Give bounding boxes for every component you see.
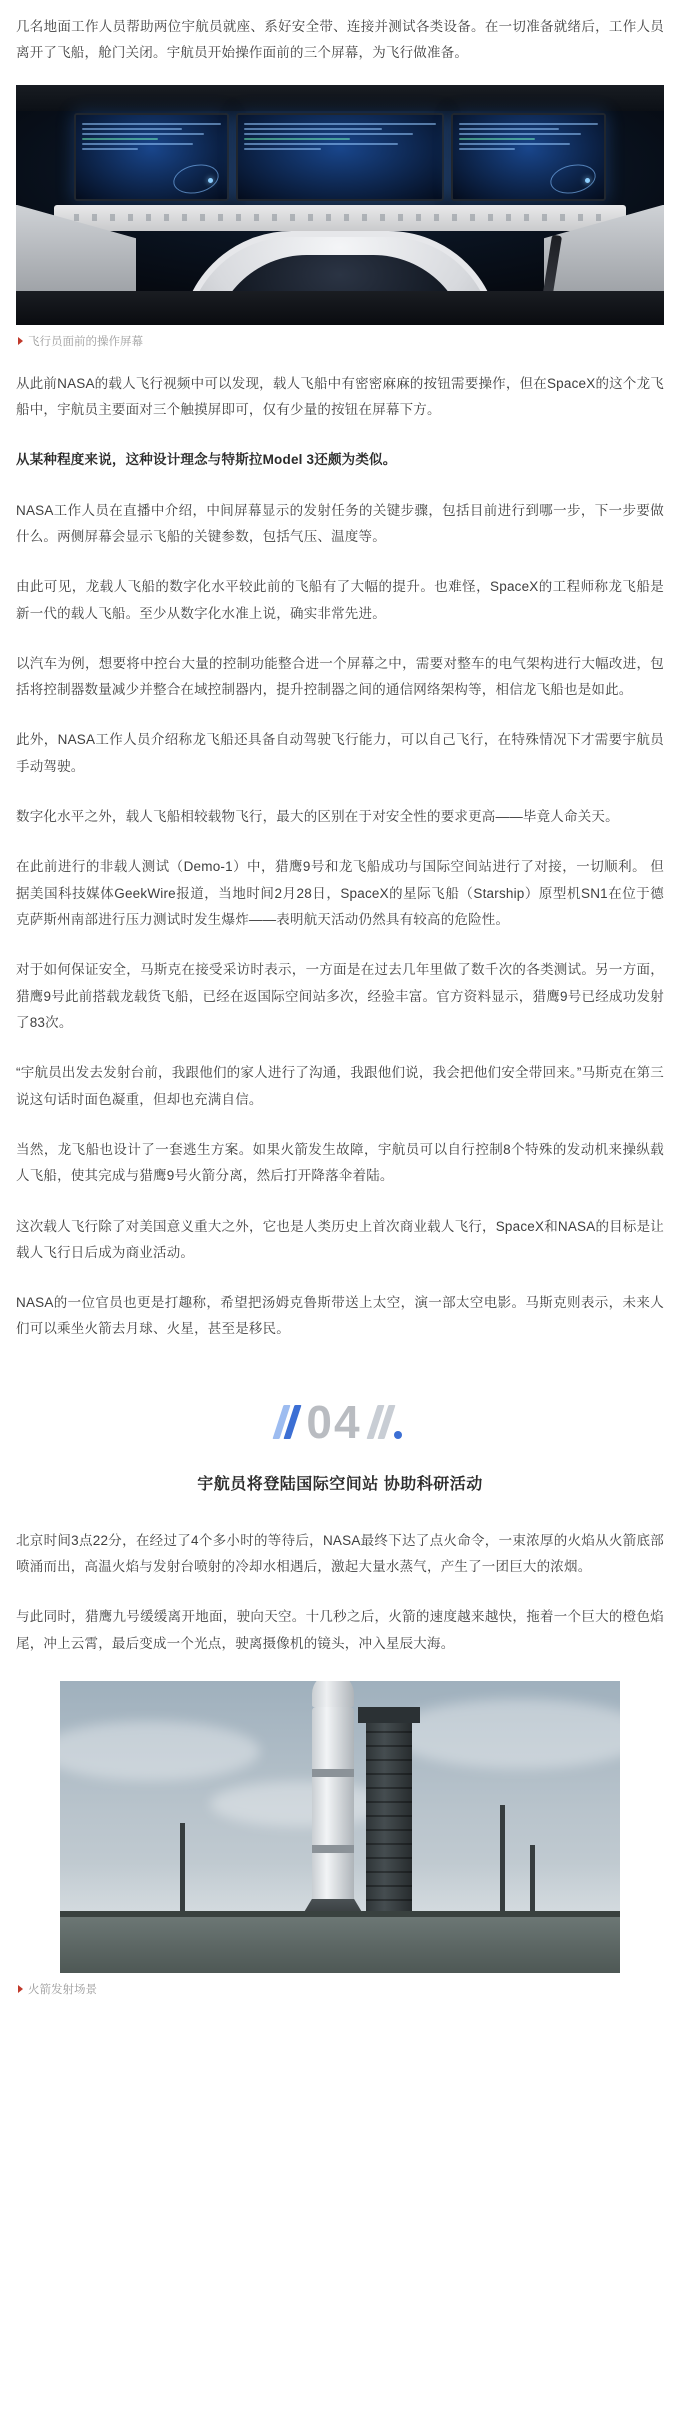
figure-cockpit-screens <box>16 85 664 325</box>
rocket-band <box>312 1845 354 1853</box>
paragraph: 北京时间3点22分，在经过了4个多小时的等待后，NASA最终下达了点火命令，一束浓厚的火焰从火箭底部喷涌而出，高温火焰与发射台喷射的冷却水相遇后，激起大量水蒸气，产生了一团巨大的浓烟。 <box>16 1532 664 1575</box>
paragraph: NASA工作人员在直播中介绍，中间屏幕显示的发射任务的关键步骤，包括目前进行到哪一步，下一步要做什么。两侧屏幕会显示飞船的关键参数，包括气压、温度等。 <box>16 502 664 544</box>
paragraph: 数字化水平之外，载人飞船相较载物飞行，最大的区别在于对安全性的要求更高——毕竟人命关天。 <box>16 809 619 825</box>
paragraph: 由此可见，龙载人飞船的数字化水平较此前的飞船有了大幅的提升。也难怪，SpaceX的工程师称龙飞船是新一代的载人飞船。至少从数字化水准上说，确实非常先进。 <box>16 579 664 621</box>
button-panel <box>54 205 626 231</box>
paragraph: 在此前进行的非载人测试（Demo-1）中，猎鹰9号和龙飞船成功与国际空间站进行了对接，一切顺利。 但据美国科技媒体GeekWire报道，当地时间2月28日，SpaceX的星际飞船（Starship）原型机SN1在位于德克萨斯州南部进行压力测试时发生爆炸——表明航天活动仍然具有较高的危险性。 <box>16 859 664 927</box>
figure-caption <box>18 333 664 349</box>
cockpit-display-row <box>74 113 606 201</box>
paragraph: “宇航员出发去发射台前，我跟他们的家人进行了沟通，我跟他们说，我会把他们安全带回来。”马斯克在第三说这句话时面色凝重，但却也充满自信。 <box>16 1065 664 1107</box>
left-slashes-icon <box>278 1405 296 1439</box>
orbit-marker-dot <box>208 178 213 183</box>
caption-text: 飞行员面前的操作屏幕 <box>28 335 143 348</box>
orbit-marker-dot <box>585 178 590 183</box>
paragraph: 这次载人飞行除了对美国意义重大之外，它也是人类历史上首次商业载人飞行，SpaceX和NASA的目标是让载人飞行日后成为商业活动。 <box>16 1218 664 1260</box>
paragraph: 几名地面工作人员帮助两位宇航员就座、系好安全带、连接并测试各类设备。在一切准备就绪后，工作人员离开了飞船，舱门关闭。宇航员开始操作面前的三个屏幕，为飞行做准备。 <box>16 19 664 61</box>
left-display-screen <box>74 113 229 201</box>
lightning-pole <box>500 1805 505 1915</box>
paragraph: 从此前NASA的载人飞行视频中可以发现，载人飞船中有密密麻麻的按钮需要操作，但在SpaceX的这个龙飞船中，宇航员主要面对三个触摸屏即可，仅有少量的按钮在屏幕下方。 <box>16 375 664 417</box>
launch-tower <box>366 1715 412 1915</box>
lightning-pole <box>530 1845 535 1915</box>
rocket-body <box>312 1707 354 1915</box>
cloud <box>210 1781 390 1827</box>
section-title: 宇航员将登陆国际空间站 协助科研活动 <box>197 1475 483 1493</box>
launch-tower-top <box>358 1707 420 1723</box>
screen-text-lines <box>82 123 221 150</box>
figure-rocket-launchpad <box>16 1681 664 1973</box>
caption-marker-icon <box>18 1985 23 1993</box>
rocket-nose-cone <box>312 1681 354 1707</box>
cockpit-ceiling <box>16 85 664 111</box>
center-display-screen <box>236 113 444 201</box>
section-number-block <box>16 1395 664 1448</box>
figure-caption <box>18 1981 664 1997</box>
paragraph-bold: 从某种程度来说，这种设计理念与特斯拉Model 3还颇为类似。 <box>16 452 397 468</box>
paragraph: 此外，NASA工作人员介绍称龙飞船还具备自动驾驶飞行能力，可以自己飞行，在特殊情况下才需要宇航员手动驾驶。 <box>16 732 664 774</box>
cockpit-photo <box>16 85 664 325</box>
caption-marker-icon <box>18 337 23 345</box>
rocket-band <box>312 1769 354 1777</box>
paragraph: 与此同时，猎鹰九号缓缓离开地面，驶向天空。十几秒之后，火箭的速度越来越快，拖着一个巨大的橙色焰尾，冲上云霄，最后变成一个光点，驶离摄像机的镜头，冲入星辰大海。 <box>16 1609 664 1651</box>
right-display-screen <box>451 113 606 201</box>
section-number: 04 <box>306 1395 362 1448</box>
paragraph: 对于如何保证安全，马斯克在接受采访时表示，一方面是在过去几年里做了数千次的各类测试。另一方面，猎鹰9号此前搭载龙载货飞船，已经在返国际空间站多次，经验丰富。官方资料显示，猎鹰9号已经成功发射了83次。 <box>16 962 664 1030</box>
rocket-photo <box>60 1681 620 1973</box>
right-slashes-icon <box>372 1405 402 1439</box>
caption-text: 火箭发射场景 <box>28 1984 97 1996</box>
launch-pad-ground <box>60 1911 620 1973</box>
paragraph: NASA的一位官员也更是打趣称，希望把汤姆克鲁斯带送上太空，演一部太空电影。马斯克则表示，未来人们可以乘坐火箭去月球、火星，甚至是移民。 <box>16 1295 664 1337</box>
screen-text-lines <box>244 123 436 150</box>
paragraph: 以汽车为例，想要将中控台大量的控制功能整合进一个屏幕之中，需要对整车的电气架构进行大幅改进，包括将控制器数量减少并整合在域控制器内，提升控制器之间的通信网络架构等，相信龙飞船也是如此。 <box>16 655 664 698</box>
screen-text-lines <box>459 123 598 150</box>
cabin-floor <box>16 291 664 325</box>
lightning-pole <box>180 1823 185 1915</box>
paragraph: 当然，龙飞船也设计了一套逃生方案。如果火箭发生故障，宇航员可以自行控制8个特殊的发动机来操纵载人飞船，使其完成与猎鹰9号火箭分离，然后打开降落伞着陆。 <box>16 1141 664 1184</box>
